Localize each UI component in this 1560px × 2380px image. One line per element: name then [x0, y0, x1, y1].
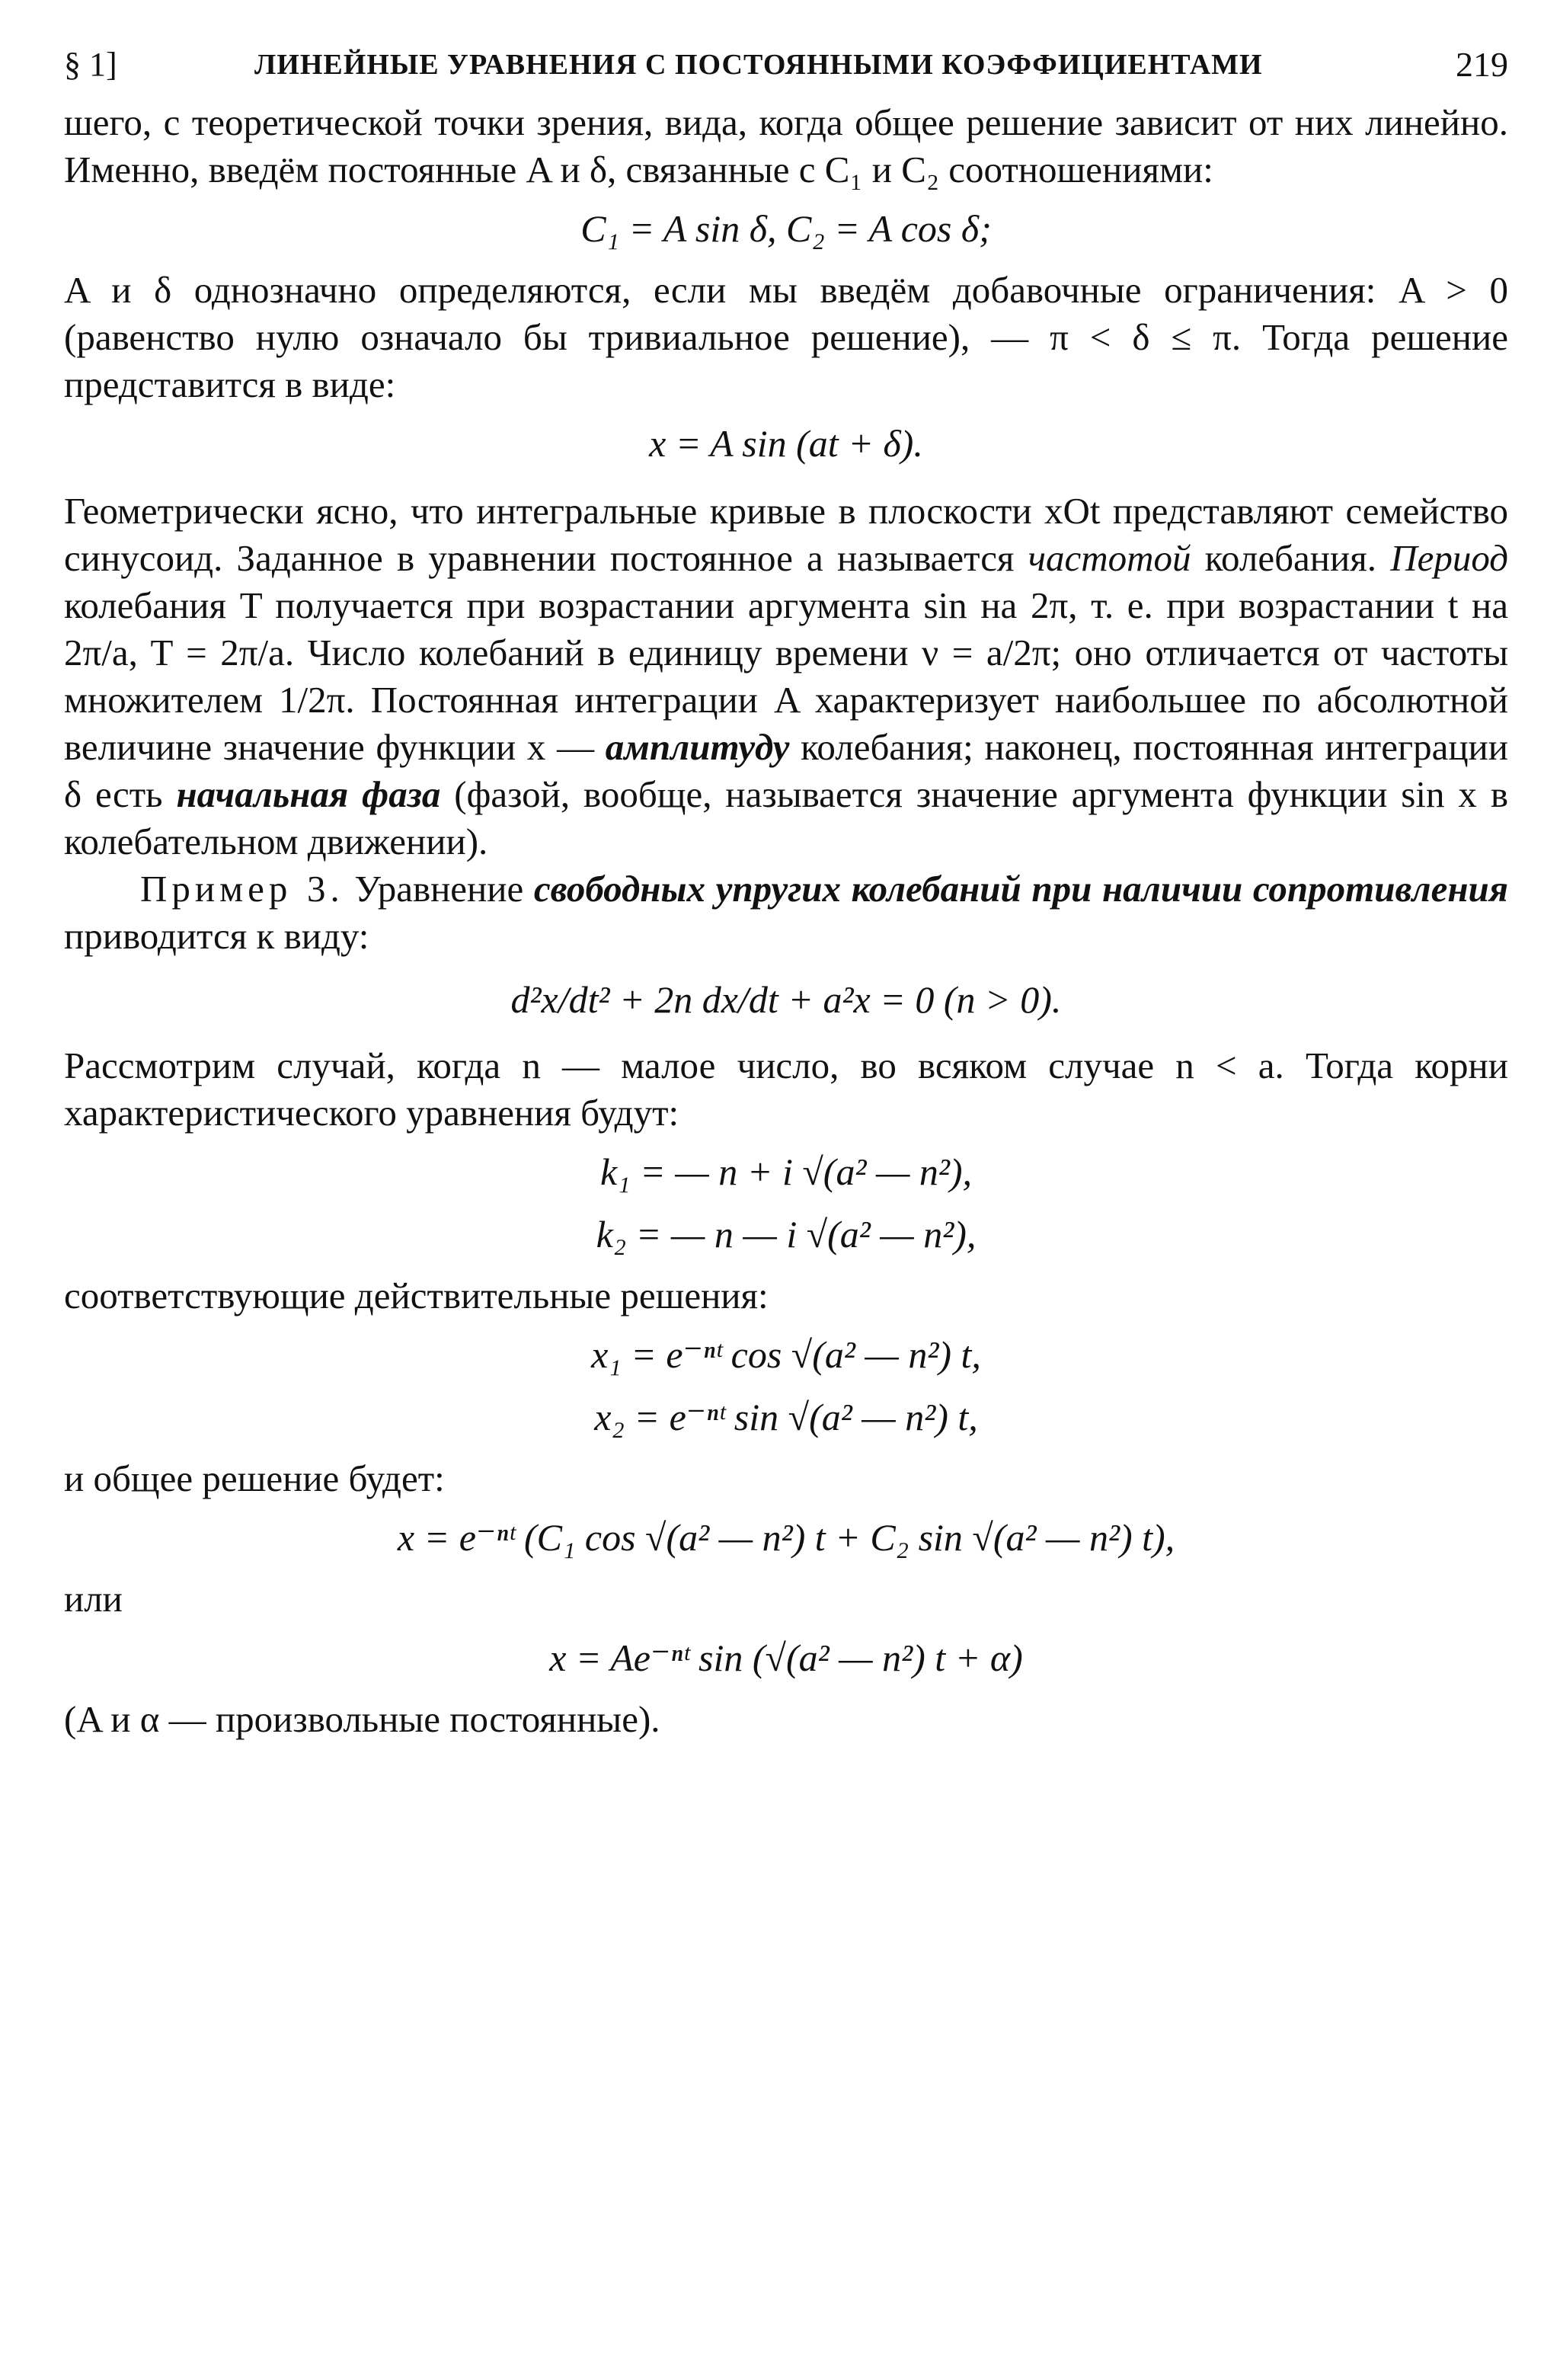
page: [64, 30, 1508, 1743]
formula-differential-equation: d²x/dt² + 2n dx/dt + a²x = 0 (n > 0).: [510, 978, 1062, 1021]
term-period: Период: [1390, 537, 1508, 579]
example-text-a: Уравнение: [344, 868, 534, 910]
term-initial-phase: начальная фаза: [176, 773, 441, 815]
example-label: Пример 3.: [140, 868, 344, 910]
formula-general-solution: x = e⁻ⁿᵗ (C₁ cos √(a² — n²) t + C₂ sin √(a² — n²) t),: [397, 1516, 1175, 1559]
p3-text-e: (фазой, вообще, называется значение аргумента функции sin x в колебательном движении).: [64, 773, 1508, 862]
paragraph-8: или: [64, 1578, 123, 1620]
paragraph-2: A и δ однозначно определяются, если мы введём добавочные ограничения: A > 0 (равенство нулю означало бы тривиальное решение), — π < δ ≤ π. Тогда решение представится в виде:: [64, 269, 1508, 405]
page-number: 219: [1456, 45, 1508, 84]
example-text-b: приводится к виду:: [64, 915, 369, 957]
paragraph-9: (A и α — произвольные постоянные).: [64, 1698, 660, 1740]
running-header: [64, 30, 1508, 99]
p3-text-a: Геометрически ясно, что интегральные кривые в плоскости xOt представляют семейство синусоид. Заданное в уравнении постоянное a называется: [64, 490, 1508, 579]
section-marker: § 1]: [64, 46, 117, 83]
term-amplitude: амплитуду: [605, 726, 790, 768]
p3-text-c: колебания T получается при возрастании аргумента sin на 2π, т. е. при возрастании t на 2π/a, T = 2π/a. Число колебаний в единицу времени ν = a/2π; оно отличается от частоты множителем 1/2π. Постоянная интеграции A характеризует наибольшее по абсолютной величине значение функции x —: [64, 584, 1508, 768]
formula-solution: x = A sin (at + δ).: [649, 422, 923, 465]
paragraph-6: соответствующие действительные решения:: [64, 1275, 769, 1316]
paragraph-3: [64, 488, 1508, 865]
formula-k2: k₂ = — n — i √(a² — n²),: [596, 1213, 977, 1256]
formula-c1-c2: C₁ = A sin δ, C₂ = A cos δ;: [580, 207, 992, 250]
paragraph-5: Рассмотрим случай, когда n — малое число, во всяком случае n < a. Тогда корни характеристического уравнения будут:: [64, 1044, 1508, 1134]
paragraph-1: шего, с теоретической точки зрения, вида, когда общее решение зависит от них линейно. Именно, введём постоянные A и δ, связанные с C₁ и C₂ соотношениями:: [64, 101, 1508, 190]
chapter-title: ЛИНЕЙНЫЕ УРАВНЕНИЯ С ПОСТОЯННЫМИ КОЭФФИЦИЕНТАМИ: [254, 49, 1263, 81]
formula-x2: x₂ = e⁻ⁿᵗ sin √(a² — n²) t,: [594, 1396, 978, 1438]
example-title: свободных упругих колебаний при наличии сопротивления: [533, 868, 1509, 910]
example-3-paragraph: [64, 865, 1508, 960]
p3-text-d: колебания; наконец, постоянная интеграции δ есть: [64, 726, 1508, 815]
p3-text-b: колебания.: [1191, 537, 1391, 579]
paragraph-7: и общее решение будет:: [64, 1457, 445, 1499]
formula-k1: k₁ = — n + i √(a² — n²),: [599, 1150, 973, 1193]
formula-x1: x₁ = e⁻ⁿᵗ cos √(a² — n²) t,: [591, 1333, 981, 1376]
formula-alt-solution: x = Ae⁻ⁿᵗ sin (√(a² — n²) t + α): [549, 1636, 1023, 1679]
term-frequency: частотой: [1028, 537, 1191, 579]
